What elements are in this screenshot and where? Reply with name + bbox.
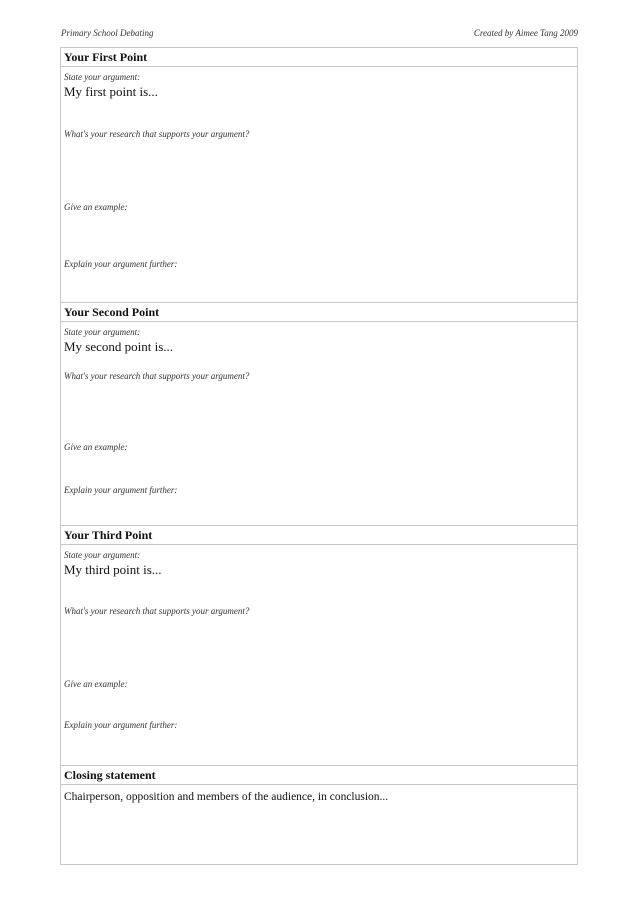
debate-worksheet xyxy=(60,47,578,865)
explain-label: Explain your argument further: xyxy=(64,720,178,730)
example-label: Give an example: xyxy=(64,442,128,452)
example-label: Give an example: xyxy=(64,202,128,212)
state-argument-label: State your argument: xyxy=(64,72,141,82)
closing-section xyxy=(61,765,577,865)
state-argument-label: State your argument: xyxy=(64,550,141,560)
closing-text: Chairperson, opposition and members of the audience, in conclusion... xyxy=(64,791,389,803)
state-argument-label: State your argument: xyxy=(64,327,141,337)
section-title: Your Third Point xyxy=(61,525,577,545)
first-point-section xyxy=(61,47,577,302)
research-label: What's your research that supports your argument? xyxy=(64,129,250,139)
argument-lead: My second point is... xyxy=(64,339,174,354)
example-label: Give an example: xyxy=(64,679,128,689)
argument-lead: My third point is... xyxy=(64,562,162,577)
section-title: Closing statement xyxy=(61,765,577,785)
section-title: Your First Point xyxy=(61,47,577,67)
argument-lead: My first point is... xyxy=(64,84,158,99)
second-point-section xyxy=(61,302,577,525)
explain-label: Explain your argument further: xyxy=(64,259,178,269)
section-title: Your Second Point xyxy=(61,302,577,322)
header-left: Primary School Debating xyxy=(61,28,154,38)
research-label: What's your research that supports your argument? xyxy=(64,606,250,616)
third-point-section xyxy=(61,525,577,765)
header-right: Created by Aimee Tang 2009 xyxy=(473,28,578,38)
explain-label: Explain your argument further: xyxy=(64,485,178,495)
research-label: What's your research that supports your argument? xyxy=(64,371,250,381)
